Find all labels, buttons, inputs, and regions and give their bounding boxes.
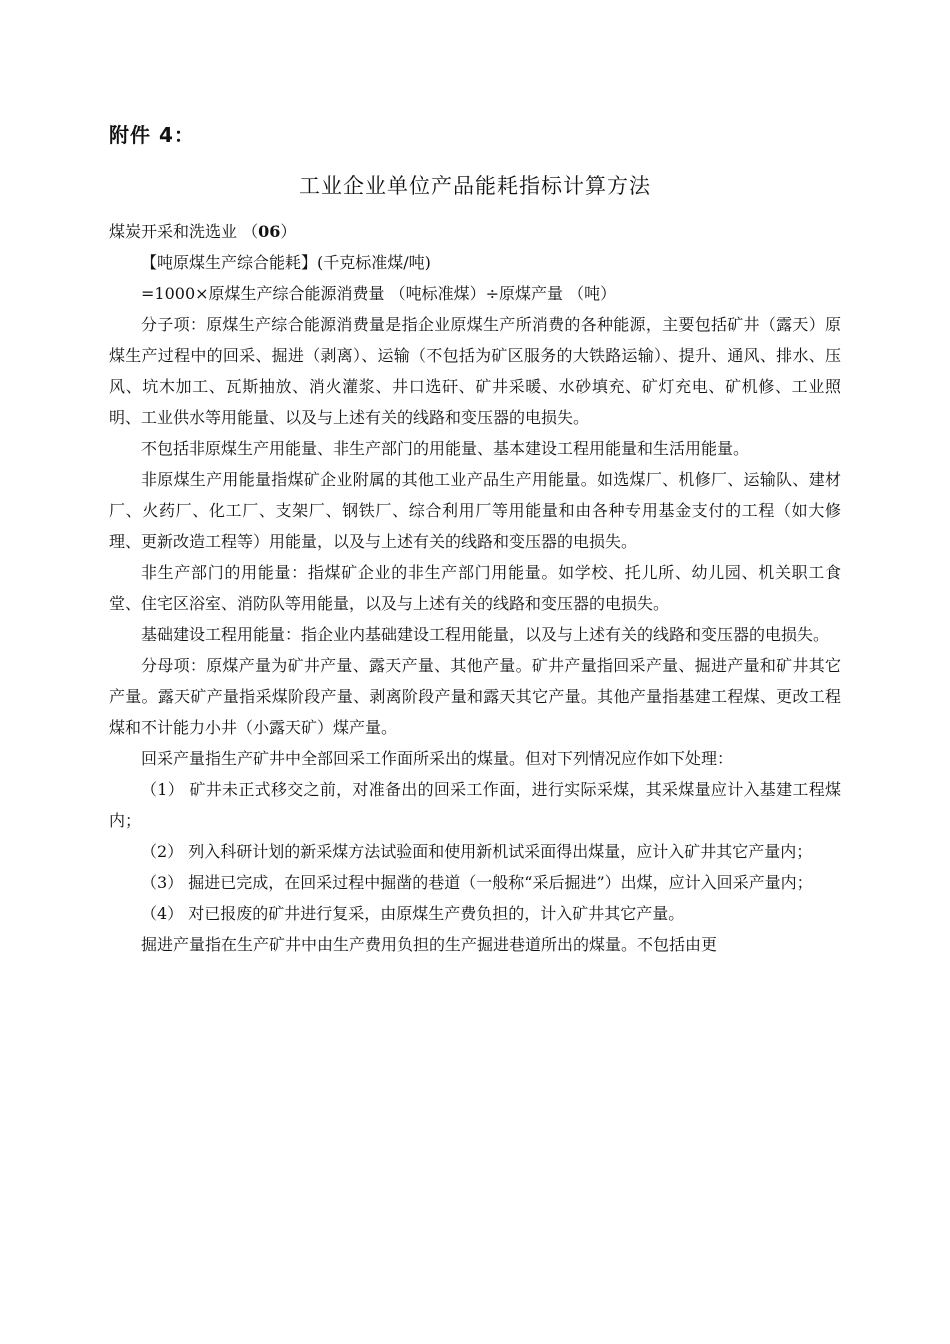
list-item: （2） 列入科研计划的新采煤方法试验面和使用新机试采面得出煤量，应计入矿井其它产量内；	[141, 842, 813, 861]
denominator-paragraph: 分母项：原煤产量为矿井产量、露天产量、其他产量。矿井产量指回采产量、掘进产量和矿井其它产量。露天矿产量指采煤阶段产量、剥离阶段产量和露天其它产量。其他产量指基建工程煤、更改工程煤和不计能力小井（小露天矿）煤产量。	[109, 656, 841, 737]
construction-energy-paragraph: 基础建设工程用能量：指企业内基础建设工程用能量，以及与上述有关的线路和变压器的电损失。	[141, 625, 830, 644]
industry-category-code: 06	[258, 222, 281, 241]
industry-category	[109, 216, 841, 247]
indicator-heading: 【吨原煤生产综合能耗】(千克标准煤/吨)	[141, 253, 431, 272]
attachment-label: 附件 4：	[109, 123, 195, 147]
non-coal-energy-paragraph: 非原煤生产用能量指煤矿企业附属的其他工业产品生产用能量。如选煤厂、机修厂、运输队、建材厂、火药厂、化工厂、支架厂、钢铁厂、综合利用厂等用能量和由各种专用基金支付的工程（如大修理、更新改造工程等）用能量，以及与上述有关的线路和变压器的电损失。	[109, 470, 841, 551]
document-body	[109, 216, 841, 960]
document-title: 工业企业单位产品能耗指标计算方法	[299, 174, 651, 198]
industry-category-name: 煤炭开采和洗选业 （	[109, 222, 259, 241]
indicator-formula: =1000×原煤生产综合能源消费量 （吨标准煤）÷原煤产量 （吨）	[141, 284, 617, 303]
exclusion-paragraph: 不包括非原煤生产用能量、非生产部门的用能量、基本建设工程用能量和生活用能量。	[141, 439, 750, 458]
industry-category-close: ）	[280, 222, 297, 241]
list-item: （1） 矿井未正式移交之前，对准备出的回采工作面，进行实际采煤，其采煤量应计入基建工程煤内；	[109, 780, 841, 830]
numerator-paragraph: 分子项：原煤生产综合能源消费量是指企业原煤生产所消费的各种能源，主要包括矿井（露天）原煤生产过程中的回采、掘进（剥离）、运输（不包括为矿区服务的大铁路运输）、提升、通风、排水、压风、坑木加工、瓦斯抽放、消火灌浆、井口选矸、矿井采暖、水砂填充、矿灯充电、矿机修、工业照明、工业供水等用能量、以及与上述有关的线路和变压器的电损失。	[109, 315, 841, 427]
list-item: （3） 掘进已完成，在回采过程中掘凿的巷道（一般称“采后掘进”）出煤，应计入回采产量内；	[141, 873, 813, 892]
tunneling-output-paragraph: 掘进产量指在生产矿井中由生产费用负担的生产掘进巷道所出的煤量。不包括由更	[141, 935, 718, 954]
extraction-output-paragraph: 回采产量指生产矿井中全部回采工作面所采出的煤量。但对下列情况应作如下处理：	[141, 749, 734, 768]
non-production-energy-paragraph: 非生产部门的用能量：指煤矿企业的非生产部门用能量。如学校、托儿所、幼儿园、机关职工食堂、住宅区浴室、消防队等用能量，以及与上述有关的线路和变压器的电损失。	[109, 563, 841, 613]
list-item: （4） 对已报废的矿井进行复采，由原煤生产费负担的，计入矿井其它产量。	[141, 904, 685, 923]
